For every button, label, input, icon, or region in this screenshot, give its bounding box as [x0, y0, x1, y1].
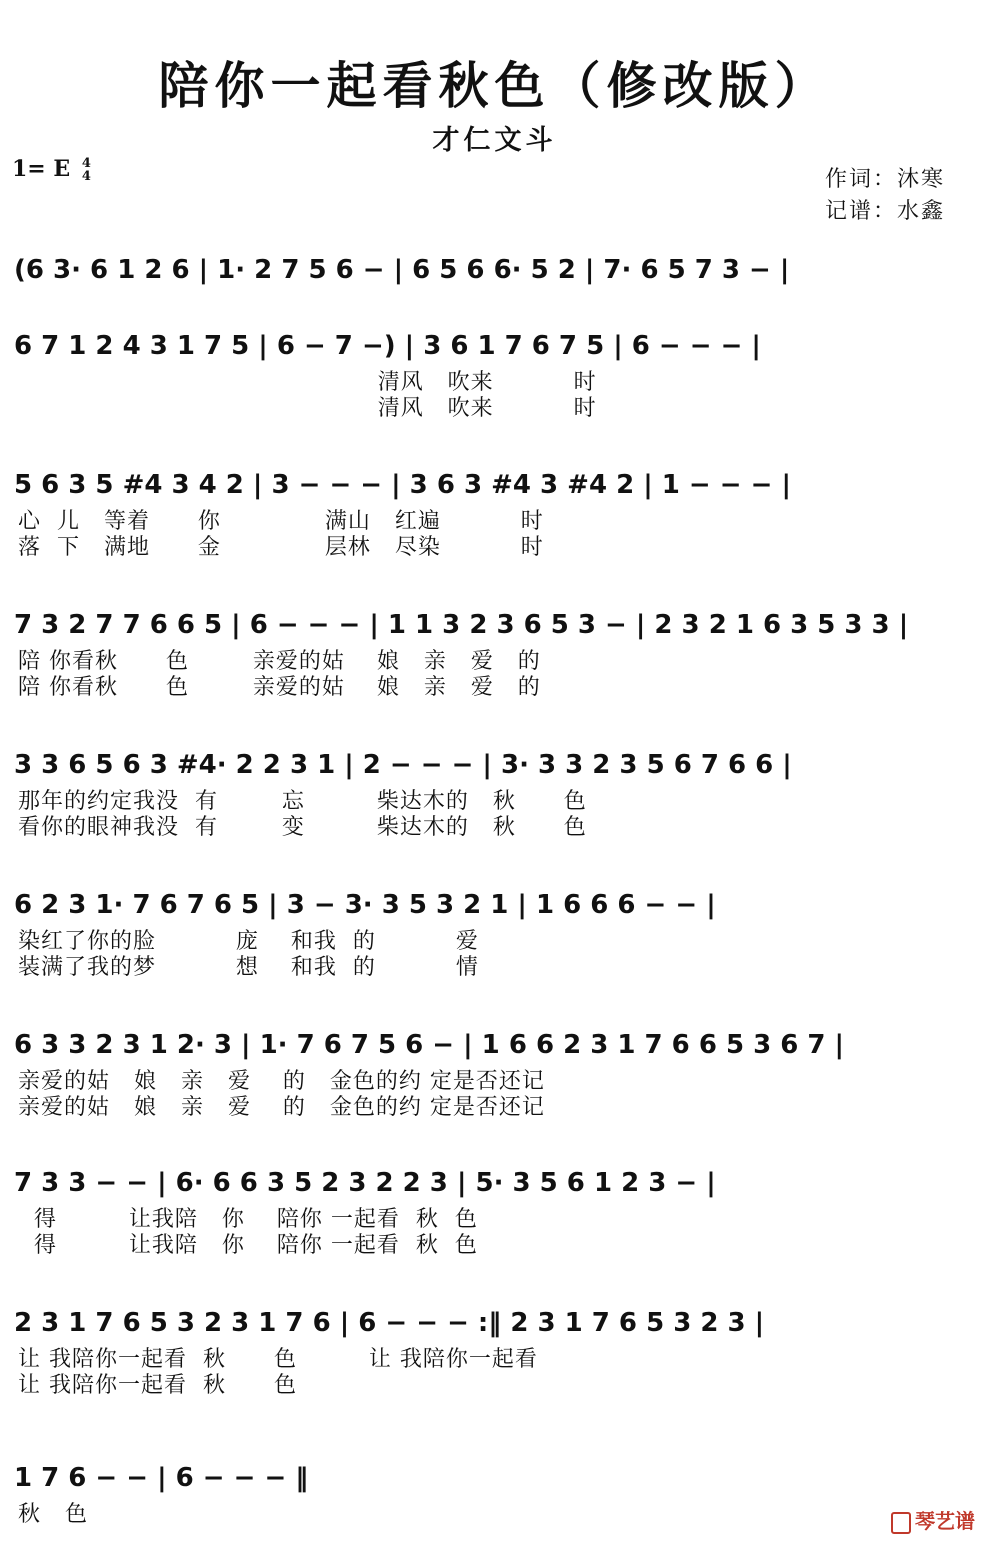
lyric-line: 亲爱的姑 娘 亲 爱 的 金色的约 定是否还记	[18, 1069, 545, 1094]
score-row	[14, 465, 954, 560]
note-line: 5 6 3 5 #4 3 4 2 | 3 − − − | 3 6 3 #4 3 #4 2 | 1 − − − |	[14, 470, 791, 500]
note-line: 6 3 3 2 3 1 2· 3 | 1· 7 6 7 5 6 − | 1 6 6 2 3 1 7 6 6 5 3 6 7 |	[14, 1030, 845, 1060]
score-row	[14, 326, 954, 421]
time-bottom: 4	[81, 169, 91, 184]
lyric-line: 装满了我的梦 想 和我 的 情	[18, 955, 479, 980]
note-line: 6 7 1 2 4 3 1 7 5 | 6 − 7 −) | 3 6 1 7 6 7 5 | 6 − − − |	[14, 331, 761, 361]
lyric-line: 陪 你看秋 色 亲爱的姑 娘 亲 爱 的	[18, 649, 541, 674]
lyric-line: 落 下 满地 金 层林 尽染 时	[18, 535, 544, 560]
lyric-line: 陪 你看秋 色 亲爱的姑 娘 亲 爱 的	[18, 675, 541, 700]
note-line: 7 3 3 − − | 6· 6 6 3 5 2 3 2 2 3 | 5· 3 5 6 1 2 3 − |	[14, 1168, 716, 1198]
note-line: 6 2 3 1· 7 6 7 6 5 | 3 − 3· 3 5 3 2 1 | 1 6 6 6 − − |	[14, 890, 716, 920]
lyricist-credit: 作词：沐寒	[824, 167, 945, 192]
score-row	[14, 1025, 954, 1120]
lyric-line: 亲爱的姑 娘 亲 爱 的 金色的约 定是否还记	[18, 1095, 545, 1120]
watermark	[891, 1505, 975, 1534]
score-row	[14, 1458, 954, 1548]
note-line: 7 3 2 7 7 6 6 5 | 6 − − − | 1 1 3 2 3 6 5 3 − | 2 3 2 1 6 3 5 3 3 |	[14, 610, 909, 640]
lyric-line: 秋 色	[18, 1502, 88, 1527]
score-row	[14, 605, 954, 700]
note-line: (6 3· 6 1 2 6 | 1· 2 7 5 6 − | 6 5 6 6· 5 2 | 7· 6 5 7 3 − |	[14, 255, 790, 285]
performer-name: 才仁文斗	[432, 125, 557, 156]
lyric-line: 心 儿 等着 你 满山 红遍 时	[18, 509, 544, 534]
lyric-line: 让 我陪你一起看 秋 色	[18, 1373, 297, 1398]
lyric-line: 得 让我陪 你 陪你 一起看 秋 色	[18, 1233, 478, 1258]
note-line: 1 7 6 − − | 6 − − − ‖	[14, 1463, 309, 1493]
score-row	[14, 885, 954, 980]
page-title: 陪你一起看秋色（修改版）	[158, 56, 831, 115]
lyric-line: 让 我陪你一起看 秋 色 让 我陪你一起看	[18, 1347, 538, 1372]
key-signature	[12, 156, 91, 183]
lyric-line: 清风 吹来 时	[18, 370, 597, 395]
note-line: 2 3 1 7 6 5 3 2 3 1 7 6 | 6 − − − :‖ 2 3 1 7 6 5 3 2 3 |	[14, 1308, 765, 1338]
key-label: 1= E	[12, 156, 71, 182]
lyric-line: 得 让我陪 你 陪你 一起看 秋 色	[18, 1207, 478, 1232]
score-row	[14, 1303, 954, 1398]
note-line: 3 3 6 5 6 3 #4· 2 2 3 1 | 2 − − − | 3· 3 3 2 3 5 6 7 6 6 |	[14, 750, 792, 780]
transcriber-credit: 记谱：水鑫	[824, 199, 945, 224]
lyric-line: 那年的约定我没 有 忘 柴达木的 秋 色	[18, 789, 587, 814]
score-row	[14, 745, 954, 840]
lyric-line: 看你的眼神我没 有 变 柴达木的 秋 色	[18, 815, 587, 840]
time-top: 4	[81, 156, 91, 171]
lyric-line: 染红了你的脸 庞 和我 的 爱	[18, 929, 479, 954]
lyric-line: 清风 吹来 时	[18, 396, 597, 421]
time-signature	[82, 157, 91, 183]
watermark-text: 琴艺谱	[915, 1509, 975, 1533]
logo-icon	[891, 1512, 911, 1534]
score-row	[14, 1163, 954, 1258]
